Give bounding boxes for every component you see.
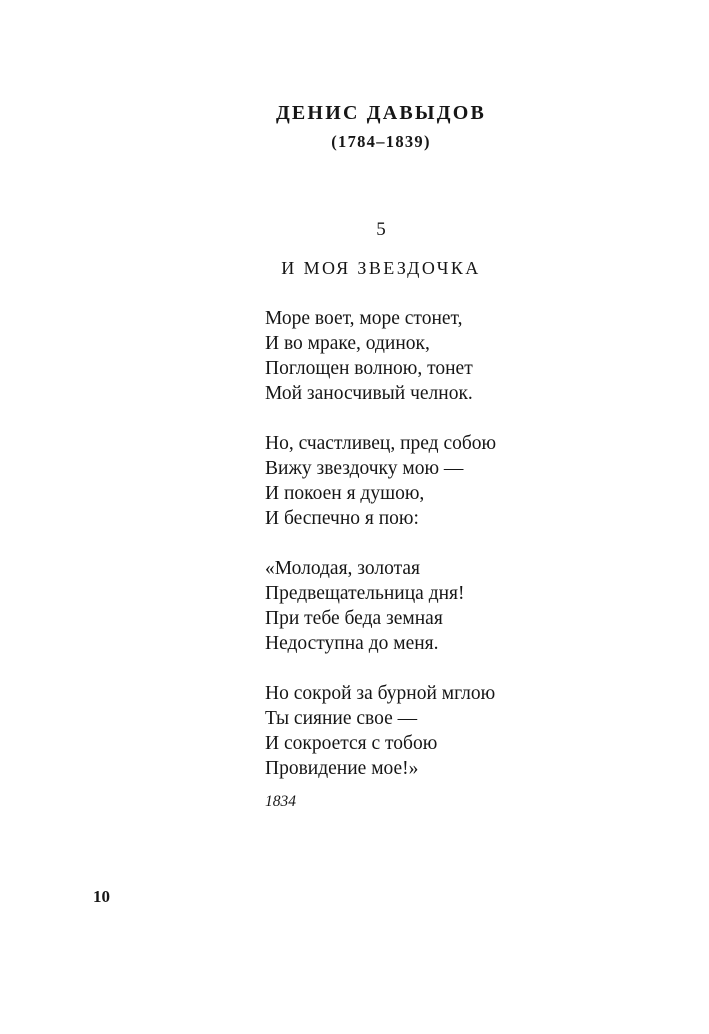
poem-line: И сокроется с тобою <box>265 733 438 754</box>
poem-line: Предвещательница дня! <box>265 583 465 604</box>
poem-line: Но, счастливец, пред собою <box>265 433 497 454</box>
poem-title: И МОЯ ЗВЕЗДОЧКА <box>281 258 481 278</box>
poem-year: 1834 <box>265 793 296 810</box>
stanza-2 <box>265 431 685 531</box>
stanza-3 <box>265 556 685 656</box>
author-name: ДЕНИС ДАВЫДОВ <box>275 102 487 124</box>
poem-line: Провидение мое!» <box>265 758 419 779</box>
poem-line: «Молодая, золотая <box>265 558 421 579</box>
poem-line: Поглощен волною, тонет <box>265 358 473 379</box>
poem-line: Вижу звездочку мою — <box>265 458 464 479</box>
poem-line: И беспечно я пою: <box>265 508 419 529</box>
stanza-4 <box>265 681 685 781</box>
poem-line: Но сокрой за бурной мглою <box>265 683 496 704</box>
poem-line: Ты сияние свое — <box>265 708 418 729</box>
poem-line: Недоступна до меня. <box>265 633 439 654</box>
poem-line: Мой заносчивый челнок. <box>265 383 473 404</box>
page-number: 10 <box>93 887 110 906</box>
poem-line: И покоен я душою, <box>265 483 425 504</box>
stanza-1 <box>265 306 685 406</box>
author-years: (1784–1839) <box>331 132 431 151</box>
poem-line: При тебе беда земная <box>265 608 443 629</box>
poem-number: 5 <box>376 219 386 240</box>
poem-line: И во мраке, одинок, <box>265 333 430 354</box>
poem-line: Море воет, море стонет, <box>265 308 463 329</box>
poem-body <box>265 306 685 806</box>
